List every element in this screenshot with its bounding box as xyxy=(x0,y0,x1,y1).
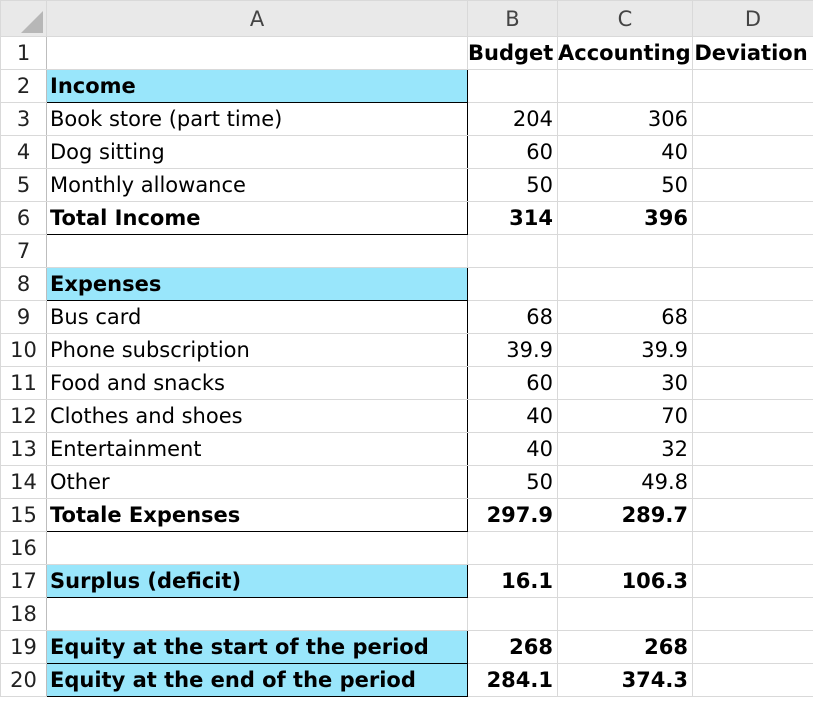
cell-a12[interactable]: Clothes and shoes xyxy=(47,400,468,433)
cell-c17[interactable]: 106.3 xyxy=(558,565,693,598)
cell-a6[interactable]: Total Income xyxy=(47,202,468,235)
cell-d12[interactable] xyxy=(693,400,813,433)
cell-c2[interactable] xyxy=(558,70,693,103)
cell-d5[interactable] xyxy=(693,169,813,202)
cell-a2[interactable]: Income xyxy=(47,70,468,103)
cell-d7[interactable] xyxy=(693,235,813,268)
cell-c7[interactable] xyxy=(558,235,693,268)
cell-d2[interactable] xyxy=(693,70,813,103)
cell-c9[interactable]: 68 xyxy=(558,301,693,334)
cell-a3[interactable]: Book store (part time) xyxy=(47,103,468,136)
cell-b4[interactable]: 60 xyxy=(468,136,558,169)
cell-b6[interactable]: 314 xyxy=(468,202,558,235)
row-header-12[interactable]: 12 xyxy=(1,400,47,433)
cell-b1-budget[interactable]: Budget xyxy=(468,37,558,70)
cell-a4[interactable]: Dog sitting xyxy=(47,136,468,169)
cell-c18[interactable] xyxy=(558,598,693,631)
cell-d14[interactable] xyxy=(693,466,813,499)
cell-d19[interactable] xyxy=(693,631,813,664)
cell-c10[interactable]: 39.9 xyxy=(558,334,693,367)
row-header-15[interactable]: 15 xyxy=(1,499,47,532)
row-header-17[interactable]: 17 xyxy=(1,565,47,598)
cell-c3[interactable]: 306 xyxy=(558,103,693,136)
row-header-11[interactable]: 11 xyxy=(1,367,47,400)
cell-a17[interactable]: Surplus (deficit) xyxy=(47,565,468,598)
cell-d8[interactable] xyxy=(693,268,813,301)
cell-d9[interactable] xyxy=(693,301,813,334)
row-header-8[interactable]: 8 xyxy=(1,268,47,301)
cell-d15[interactable] xyxy=(693,499,813,532)
cell-b18[interactable] xyxy=(468,598,558,631)
row-header-7[interactable]: 7 xyxy=(1,235,47,268)
cell-a16[interactable] xyxy=(47,532,468,565)
cell-c5[interactable]: 50 xyxy=(558,169,693,202)
cell-a14[interactable]: Other xyxy=(47,466,468,499)
row-header-3[interactable]: 3 xyxy=(1,103,47,136)
cell-d3[interactable] xyxy=(693,103,813,136)
cell-c16[interactable] xyxy=(558,532,693,565)
cell-c12[interactable]: 70 xyxy=(558,400,693,433)
row-header-14[interactable]: 14 xyxy=(1,466,47,499)
cell-b11[interactable]: 60 xyxy=(468,367,558,400)
cell-a15[interactable]: Totale Expenses xyxy=(47,499,468,532)
cell-a9[interactable]: Bus card xyxy=(47,301,468,334)
cell-b2[interactable] xyxy=(468,70,558,103)
cell-a13[interactable]: Entertainment xyxy=(47,433,468,466)
cell-b17[interactable]: 16.1 xyxy=(468,565,558,598)
cell-c13[interactable]: 32 xyxy=(558,433,693,466)
cell-c6[interactable]: 396 xyxy=(558,202,693,235)
cell-a11[interactable]: Food and snacks xyxy=(47,367,468,400)
cell-d1-deviation[interactable]: Deviation xyxy=(693,37,813,70)
cell-c14[interactable]: 49.8 xyxy=(558,466,693,499)
row-header-20[interactable]: 20 xyxy=(1,664,47,697)
cell-d13[interactable] xyxy=(693,433,813,466)
cell-a8[interactable]: Expenses xyxy=(47,268,468,301)
cell-b9[interactable]: 68 xyxy=(468,301,558,334)
row-header-5[interactable]: 5 xyxy=(1,169,47,202)
cell-d4[interactable] xyxy=(693,136,813,169)
cell-b13[interactable]: 40 xyxy=(468,433,558,466)
cell-a18[interactable] xyxy=(47,598,468,631)
cell-d20[interactable] xyxy=(693,664,813,697)
cell-c1-accounting[interactable]: Accounting xyxy=(558,37,693,70)
cell-b3[interactable]: 204 xyxy=(468,103,558,136)
row-header-18[interactable]: 18 xyxy=(1,598,47,631)
row-header-9[interactable]: 9 xyxy=(1,301,47,334)
cell-d6[interactable] xyxy=(693,202,813,235)
cell-c19[interactable]: 268 xyxy=(558,631,693,664)
cell-a1[interactable] xyxy=(47,37,468,70)
cell-b5[interactable]: 50 xyxy=(468,169,558,202)
cell-d17[interactable] xyxy=(693,565,813,598)
cell-d10[interactable] xyxy=(693,334,813,367)
column-header-c[interactable]: C xyxy=(558,1,693,37)
cell-b19[interactable]: 268 xyxy=(468,631,558,664)
cell-c11[interactable]: 30 xyxy=(558,367,693,400)
cell-a10[interactable]: Phone subscription xyxy=(47,334,468,367)
cell-b7[interactable] xyxy=(468,235,558,268)
row-header-16[interactable]: 16 xyxy=(1,532,47,565)
select-all-corner[interactable] xyxy=(1,1,47,37)
cell-b15[interactable]: 297.9 xyxy=(468,499,558,532)
cell-b12[interactable]: 40 xyxy=(468,400,558,433)
cell-b16[interactable] xyxy=(468,532,558,565)
row-header-10[interactable]: 10 xyxy=(1,334,47,367)
cell-a5[interactable]: Monthly allowance xyxy=(47,169,468,202)
cell-d16[interactable] xyxy=(693,532,813,565)
row-header-4[interactable]: 4 xyxy=(1,136,47,169)
row-header-19[interactable]: 19 xyxy=(1,631,47,664)
cell-b14[interactable]: 50 xyxy=(468,466,558,499)
cell-a19[interactable]: Equity at the start of the period xyxy=(47,631,468,664)
row-header-2[interactable]: 2 xyxy=(1,70,47,103)
cell-a20[interactable]: Equity at the end of the period xyxy=(47,664,468,697)
cell-b10[interactable]: 39.9 xyxy=(468,334,558,367)
cell-d18[interactable] xyxy=(693,598,813,631)
cell-b8[interactable] xyxy=(468,268,558,301)
column-header-b[interactable]: B xyxy=(468,1,558,37)
column-header-a[interactable]: A xyxy=(47,1,468,37)
cell-c4[interactable]: 40 xyxy=(558,136,693,169)
cell-c15[interactable]: 289.7 xyxy=(558,499,693,532)
row-header-1[interactable]: 1 xyxy=(1,37,47,70)
cell-b20[interactable]: 284.1 xyxy=(468,664,558,697)
row-header-6[interactable]: 6 xyxy=(1,202,47,235)
row-header-13[interactable]: 13 xyxy=(1,433,47,466)
select-all-triangle-icon xyxy=(21,11,43,33)
cell-d11[interactable] xyxy=(693,367,813,400)
cell-c20[interactable]: 374.3 xyxy=(558,664,693,697)
column-header-d[interactable]: D xyxy=(693,1,813,37)
cell-c8[interactable] xyxy=(558,268,693,301)
cell-a7[interactable] xyxy=(47,235,468,268)
